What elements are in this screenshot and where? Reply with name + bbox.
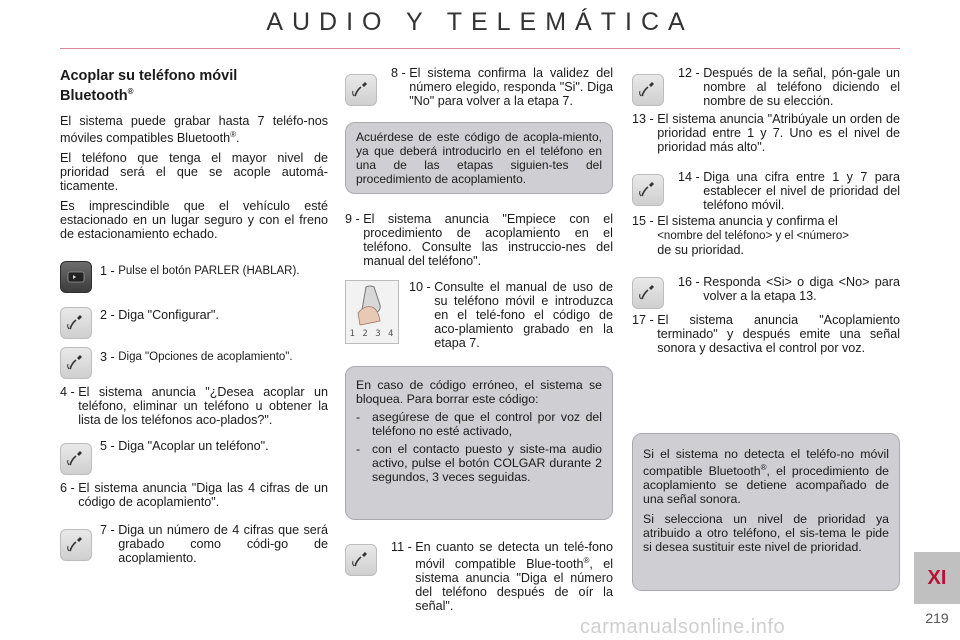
info-box-paragraph-2: Si selecciona un nivel de prioridad ya atribuido a otro teléfono, el sis-tema le pide si desea sustituir este nivel de prioridad. (643, 512, 889, 555)
error-box-item-2: - con el contacto puesto y siste-ma audio activo, pulse el botón COLGAR durante 2 segundos, 3 veces seguidas. (356, 442, 602, 484)
step-1: 1 - Pulse el botón PARLER (HABLAR). (60, 261, 328, 293)
column-3 (632, 62, 900, 591)
section-title: Acoplar su teléfono móvil Bluetooth® (60, 68, 238, 104)
error-box-item-1: - asegúrese de que el control por voz del teléfono no esté activado, (356, 410, 602, 438)
step-10: 1 2 3 4 10 - Consulte el manual de uso de su teléfono móvil e introduzca en el telé-fono el código de aco-plamiento grabado en la etapa 7. (345, 280, 613, 350)
page-title: AUDIO Y TELEMÁTICA (266, 8, 694, 36)
step-8: 8 - El sistema confirma la validez del número elegido, responda "Si". Diga "No" para volver a la etapa 7. (345, 66, 613, 108)
info-box-paragraph-1: Si el sistema no detecta el teléfo-no móvil compatible Bluetooth®, el procedimiento de acoplamiento se detiene acompañado de una señal sonora. (643, 447, 889, 507)
voice-command-icon (632, 277, 664, 309)
step-16: 16 - Responda <Si> o diga <No> para volver a la etapa 13. (632, 275, 900, 309)
intro-paragraph-2: El teléfono que tenga el mayor nivel de prioridad será el que se acople automá-ticamente. (60, 151, 328, 194)
voice-command-icon (60, 443, 92, 475)
voice-command-icon (60, 347, 92, 379)
voice-command-icon (60, 307, 92, 339)
chapter-tab: XI (914, 552, 960, 604)
step-13: 13 - El sistema anuncia "Atribúyale un orden de prioridad entre 1 y 7. Uno es el nivel de prioridad más alto". (632, 112, 900, 154)
step-9: 9 - El sistema anuncia "Empiece con el procedimiento de acoplamiento en el teléfono. Consulte las instruccio-nes del manual del teléfono". (345, 212, 613, 268)
step-5: 5 - Diga "Acoplar un teléfono". (60, 443, 328, 475)
voice-command-icon (345, 544, 377, 576)
title-rule (60, 48, 900, 49)
parler-button-icon (60, 261, 92, 293)
step-11: 11 - En cuanto se detecta un telé-fono móvil compatible Blue-tooth®, el sistema anuncia "Diga el número del teléfono después de oír la señal". (345, 540, 613, 613)
voice-command-icon (60, 529, 92, 561)
step-15: 15 - El sistema anuncia y confirma el <nombre del teléfono> y el <número> de su prioridad. (632, 214, 849, 257)
column-1 (60, 62, 328, 565)
intro-paragraph-1: El sistema puede grabar hasta 7 teléfo-nos móviles compatibles Bluetooth®. (60, 113, 328, 146)
voice-command-icon (345, 74, 377, 106)
voice-command-icon (632, 174, 664, 206)
step-14: 14 - Diga una cifra entre 1 y 7 para establecer el nivel de prioridad del teléfono móvil. (632, 170, 900, 212)
column-2 (345, 62, 613, 613)
phone-keypad-icon: 1 2 3 4 (345, 280, 399, 344)
info-note-box (632, 433, 900, 591)
step-2: 2 - Diga "Configurar". (60, 307, 328, 339)
intro-paragraph-3: Es imprescindible que el vehículo esté estacionado en un lugar seguro y con el freno de estacionamiento echado. (60, 199, 328, 242)
page-number: 219 (925, 610, 949, 626)
watermark: carmanualsonline.info (580, 616, 786, 638)
reminder-note-box: Acuérdese de este código de acopla-miento, ya que deberá introducirlo en el teléfono en una de las etapas siguien-tes del procedimiento de acoplamiento. (345, 122, 613, 194)
voice-command-icon (632, 74, 664, 106)
step-3: 3 - Diga "Opciones de acoplamiento". (60, 347, 328, 379)
error-code-box: En caso de código erróneo, el sistema se bloquea. Para borrar este código: - asegúrese de que el control por voz del teléfono no esté activado, - con el contacto puesto y siste-ma audio activo, pulse el botón COLGAR durante 2 segundos, 3 veces seguidas. (345, 366, 613, 520)
step-7: 7 - Diga un número de 4 cifras que será grabado como códi-go de acoplamiento. (60, 523, 328, 565)
step-6: 6 - El sistema anuncia "Diga las 4 cifras de un código de acoplamiento". (60, 481, 328, 510)
step-4: 4 - El sistema anuncia "¿Desea acoplar un teléfono, eliminar un teléfono u obtener la lista de los teléfonos aco-plados?". (60, 385, 328, 428)
step-17: 17 - El sistema anuncia "Acoplamiento terminado" y después emite una señal sonora y desactiva el control por voz. (632, 313, 900, 355)
step-12: 12 - Después de la señal, pón-gale un nombre al teléfono diciendo el nombre de su elección. (632, 66, 900, 108)
